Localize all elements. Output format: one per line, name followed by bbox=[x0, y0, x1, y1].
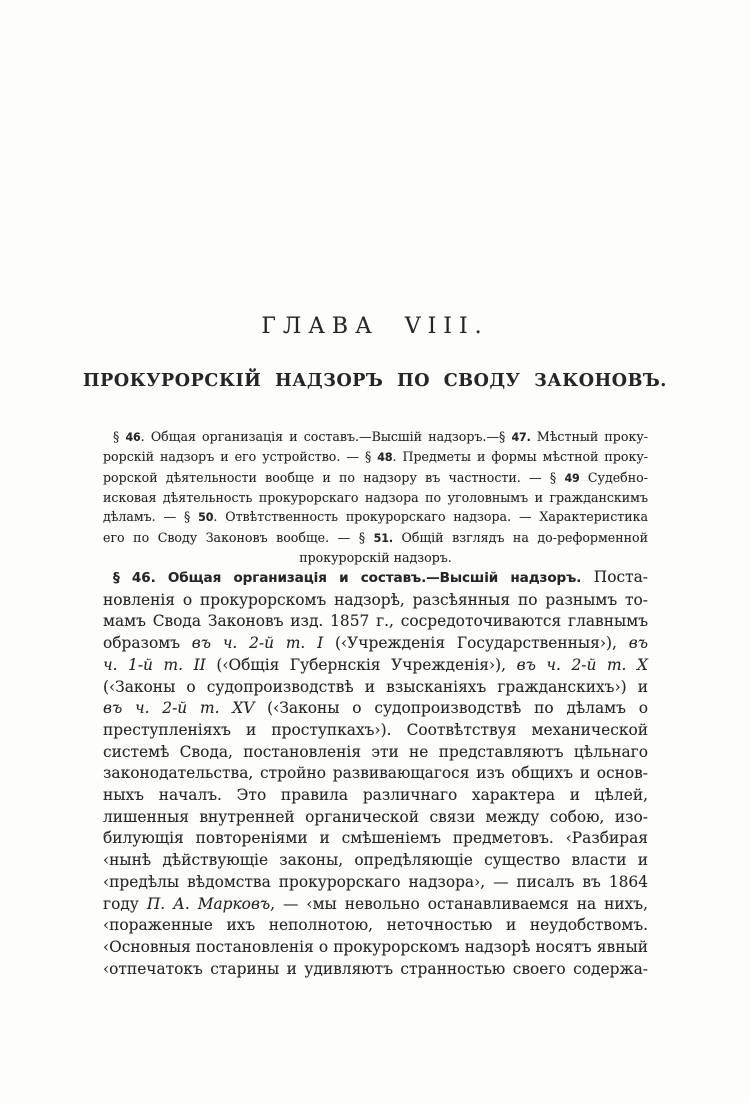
italic-text-segment: въ ч. 2-й т. X bbox=[516, 655, 648, 674]
body-line bbox=[103, 763, 648, 785]
toc-line bbox=[103, 507, 648, 527]
toc-line bbox=[103, 447, 648, 467]
body-line bbox=[103, 742, 648, 764]
text-segment: Мѣстный проку- bbox=[530, 429, 648, 444]
italic-text-segment: въ ч. 2-й т. I bbox=[191, 634, 324, 653]
text-segment: . Общая организація и составъ.—Высшій надзоръ.—§ bbox=[140, 429, 512, 444]
text-segment: его по Своду Законовъ вообще. — § bbox=[103, 529, 374, 545]
body-paragraph bbox=[103, 567, 648, 980]
body-line bbox=[103, 655, 648, 677]
body-line bbox=[103, 720, 648, 742]
text-segment: ‹предѣлы вѣдомства прокурорскаго надзора›, — писалъ въ 1864 bbox=[103, 872, 648, 891]
page-title: ПРОКУРОРСКІЙ НАДЗОРЪ ПО СВОДУ ЗАКОНОВЪ. bbox=[83, 371, 667, 391]
text-segment: мамъ Свода Законовъ изд. 1857 г., сосредоточиваются главнымъ bbox=[103, 612, 648, 631]
body-line bbox=[103, 915, 648, 937]
text-segment: § bbox=[113, 429, 126, 444]
bold-text-segment: 46 bbox=[125, 431, 141, 444]
text-segment: ‹отпечатокъ старины и удивляютъ странностью своего содержа- bbox=[103, 959, 648, 978]
text-segment: рорской дѣятельности вообще и по надзору въ частности. — § bbox=[103, 469, 565, 485]
toc-line bbox=[103, 548, 648, 567]
body-line bbox=[103, 807, 648, 829]
text-segment: ‹нынѣ дѣйствующіе законы, опредѣляющіе существо власти и bbox=[103, 851, 648, 870]
text-segment: Судебно- bbox=[579, 469, 648, 485]
bold-text-segment: 48 bbox=[377, 451, 393, 465]
chapter-contents-summary bbox=[103, 427, 648, 567]
toc-line bbox=[103, 528, 648, 548]
text-segment: новленія о прокурорскомъ надзорѣ, разсѣянныя по разнымъ то- bbox=[103, 590, 648, 609]
bold-text-segment: § 46. Общая организація и составъ.—Высшій надзоръ. bbox=[113, 570, 582, 586]
body-line bbox=[103, 785, 648, 807]
body-line bbox=[103, 633, 648, 655]
text-segment: прокурорскій надзоръ. bbox=[299, 550, 452, 566]
text-segment: (‹Законы о судопроизводствѣ по дѣламъ о bbox=[254, 699, 648, 718]
text-segment: (‹Общія Губернскія Учрежденія›), bbox=[205, 655, 517, 674]
text-segment: образомъ bbox=[103, 634, 192, 653]
body-line bbox=[103, 567, 648, 590]
text-segment: исковая дѣятельность прокурорскаго надзора по уголовнымъ и гражданскимъ bbox=[103, 490, 648, 506]
text-segment: Общій взглядъ на до-реформенной bbox=[393, 529, 648, 545]
text-segment: законодательства, стройно развивающагося изъ общихъ и основ- bbox=[103, 764, 648, 783]
toc-line bbox=[103, 468, 648, 488]
chapter-heading: ГЛАВА VIII. bbox=[261, 314, 489, 339]
body-line bbox=[103, 698, 648, 720]
text-segment: . Предметы и формы мѣстной проку- bbox=[392, 449, 649, 465]
italic-text-segment: П. А. Марковъ bbox=[146, 894, 271, 913]
text-segment: рорскій надзоръ и его устройство. — § bbox=[103, 449, 378, 465]
text-segment: ‹пораженные ихъ неполнотою, неточностью и неудобствомъ. bbox=[103, 916, 648, 935]
body-line bbox=[103, 894, 648, 916]
text-segment: Поста- bbox=[581, 568, 648, 586]
text-segment: (‹Законы о судопроизводствѣ и взысканіяхъ гражданскихъ›) и bbox=[103, 677, 648, 696]
bold-text-segment: 51. bbox=[373, 531, 393, 545]
italic-text-segment: ч. 1-й т. II bbox=[103, 655, 206, 674]
body-line bbox=[103, 959, 648, 981]
text-segment: дѣламъ. — § bbox=[103, 509, 199, 525]
italic-text-segment: въ bbox=[628, 634, 648, 653]
text-segment: . Отвѣтственность прокурорскаго надзора. — Характеристика bbox=[213, 509, 648, 525]
body-line bbox=[103, 850, 648, 872]
text-segment: билующія повтореніями и смѣшеніемъ предметовъ. ‹Разбирая bbox=[103, 829, 648, 848]
text-segment: ‹Основныя постановленія о прокурорскомъ надзорѣ носятъ явный bbox=[103, 937, 648, 956]
body-line bbox=[103, 677, 648, 699]
bold-text-segment: 50 bbox=[198, 511, 214, 525]
body-line bbox=[103, 937, 648, 959]
body-line bbox=[103, 872, 648, 894]
text-segment: лишенныя внутренней органической связи между собою, изо- bbox=[103, 807, 648, 826]
text-segment: году bbox=[103, 894, 147, 913]
text-segment: преступленіяхъ и проступкахъ›). Соотвѣтствуя механической bbox=[103, 720, 648, 739]
bold-text-segment: 47. bbox=[511, 431, 531, 444]
italic-text-segment: въ ч. 2-й т. XV bbox=[103, 699, 255, 718]
body-line bbox=[103, 828, 648, 850]
text-segment: ныхъ началъ. Это правила различнаго характера и цѣлей, bbox=[103, 786, 648, 805]
body-line bbox=[103, 611, 648, 633]
toc-line bbox=[103, 427, 648, 447]
text-segment: (‹Учрежденія Государственныя›), bbox=[323, 634, 629, 653]
body-line bbox=[103, 590, 648, 612]
text-segment: системѣ Свода, постановленія эти не представляютъ цѣльнаго bbox=[103, 742, 648, 761]
bold-text-segment: 49 bbox=[564, 471, 580, 485]
text-segment: , — ‹мы невольно останавливаемся на нихъ, bbox=[270, 894, 648, 913]
toc-line bbox=[103, 488, 648, 507]
